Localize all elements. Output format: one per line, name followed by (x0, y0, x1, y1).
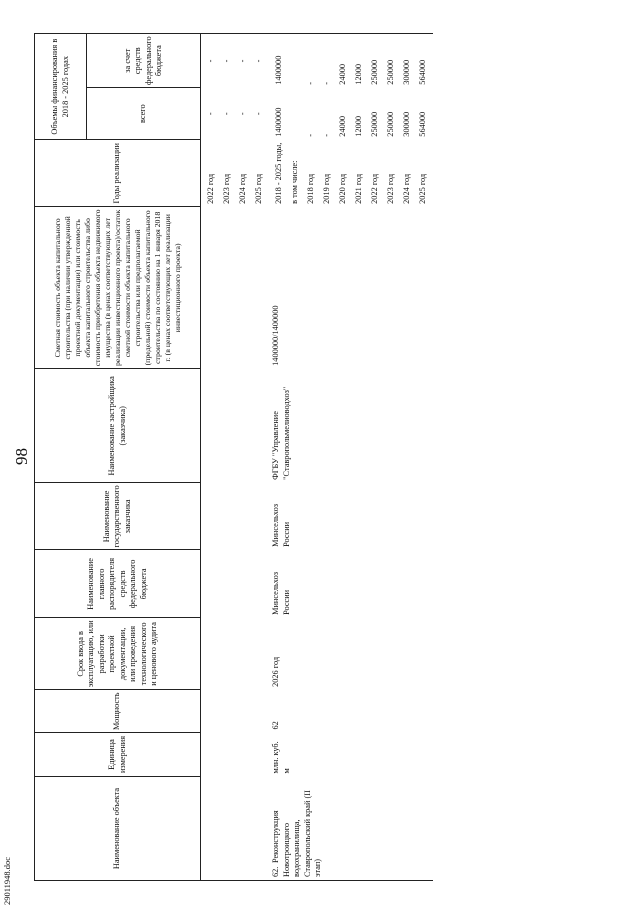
prev-total: - (206, 112, 215, 116)
entry-year: 2018 год (306, 173, 315, 204)
entry-federal: - (322, 81, 331, 85)
entry-federal: 24000 (338, 63, 347, 85)
entry-federal (287, 37, 303, 85)
entry-total: 564000 (418, 111, 427, 137)
entry-unit: млн. куб. м (271, 741, 291, 774)
prev-total-cell (201, 88, 270, 140)
entry-year: 2018 - 2025 годы, (274, 142, 283, 204)
entry-developer: ФГБУ "Управление "Ставропольмелиоводхоз" (271, 386, 291, 480)
page-number: 98 (12, 448, 31, 465)
document-id: 29011948.doc (2, 856, 12, 905)
prev-federal: - (222, 59, 231, 63)
header-state-customer: Наименование государственного заказчика (35, 483, 201, 550)
entry-main-manager: Минсельхоз России (271, 571, 291, 615)
prev-year: 2022 год (206, 173, 215, 204)
prev-federal-cell (201, 34, 270, 88)
prev-total: - (238, 112, 247, 116)
prev-total: - (254, 112, 263, 116)
entry-federal: - (306, 81, 315, 85)
prev-federal: - (238, 59, 247, 63)
header-capacity: Мощность (35, 690, 201, 733)
entry-total: 250000 (386, 111, 395, 137)
entry-state-customer: Минсельхоз России (271, 503, 291, 547)
entry-year: 2019 год (322, 173, 331, 204)
entry-federal: 250000 (386, 59, 395, 85)
entry-total: - (306, 133, 315, 137)
header-total: всего (87, 88, 201, 140)
header-federal: за счет средств федерального бюджета (87, 34, 201, 88)
entry-federal: 1400000 (274, 55, 283, 85)
entry-capacity: 62 (271, 721, 280, 730)
entry-federal-cell (269, 34, 433, 88)
entry-total-cell (269, 88, 433, 140)
financing-table (34, 33, 433, 881)
entry-total: 250000 (370, 111, 379, 137)
entry-year: 2021 год (354, 173, 363, 204)
entry-year: 2023 год (386, 173, 395, 204)
entry-years-cell (269, 140, 433, 207)
header-object-name: Наименование объекта (35, 777, 201, 881)
prev-year: 2023 год (222, 173, 231, 204)
entry-name: Реконструкция Новотроицкого водохранилища, Ставропольский край (II этап) (271, 790, 322, 877)
prev-federal: - (254, 59, 263, 63)
entry-year: 2025 год (418, 173, 427, 204)
header-developer: Наименование застройщика (заказчика) (35, 369, 201, 483)
header-main-manager: Наименование главного распорядителя средств федерального бюджета (35, 550, 201, 618)
entry-term: 2026 год (271, 656, 280, 687)
header-unit: Единица измерения (35, 733, 201, 777)
header-commission-term: Срок ввода в эксплуатацию, или разработки проектной документации, или проведения технологического и ценового аудита (35, 618, 201, 690)
entry-number: 62. (271, 866, 280, 877)
header-years: Годы реализации (35, 140, 201, 207)
entry-federal: 12000 (354, 63, 363, 85)
entry-total: 300000 (402, 111, 411, 137)
prev-year: 2025 год (254, 173, 263, 204)
entry-cost: 1400000/1400000 (271, 305, 280, 366)
prev-year: 2024 год (238, 173, 247, 204)
entry-federal: 250000 (370, 59, 379, 85)
entry-year: в том числе: (290, 160, 299, 204)
entry-total: 24000 (338, 115, 347, 137)
entry-total: 1400000 (274, 107, 283, 137)
prev-years-cell (201, 140, 270, 207)
entry-name-cell (269, 777, 433, 881)
header-estimated-cost: Сметная стоимость объекта капитального строительства (при наличии утвержденной проектной документации) или стоимость объекта капитального строительства либо стоимость приобретения объекта недвижимого имущества (в ценах соответствующих лет реализации инвестиционного проекта)/остаток сметной стоимости объекта капитального строительства или предполагаемой (предельной) стоимости объекта капитального строительства по состоянию на 1 января 2018 г. (в ценах соответствующих лет реализации инвестиционного проекта) (35, 207, 201, 369)
entry-federal: 564000 (418, 59, 427, 85)
entry-year: 2022 год (370, 173, 379, 204)
entry-year: 2020 год (338, 173, 347, 204)
entry-year: 2024 год (402, 173, 411, 204)
entry-total (287, 91, 303, 137)
header-funding-group: Объемы финансирования в 2018 - 2025 годах (35, 34, 87, 140)
entry-total: 12000 (354, 115, 363, 137)
prev-total: - (222, 112, 231, 116)
entry-total: - (322, 133, 331, 137)
prev-federal: - (206, 59, 215, 63)
entry-federal: 300000 (402, 59, 411, 85)
